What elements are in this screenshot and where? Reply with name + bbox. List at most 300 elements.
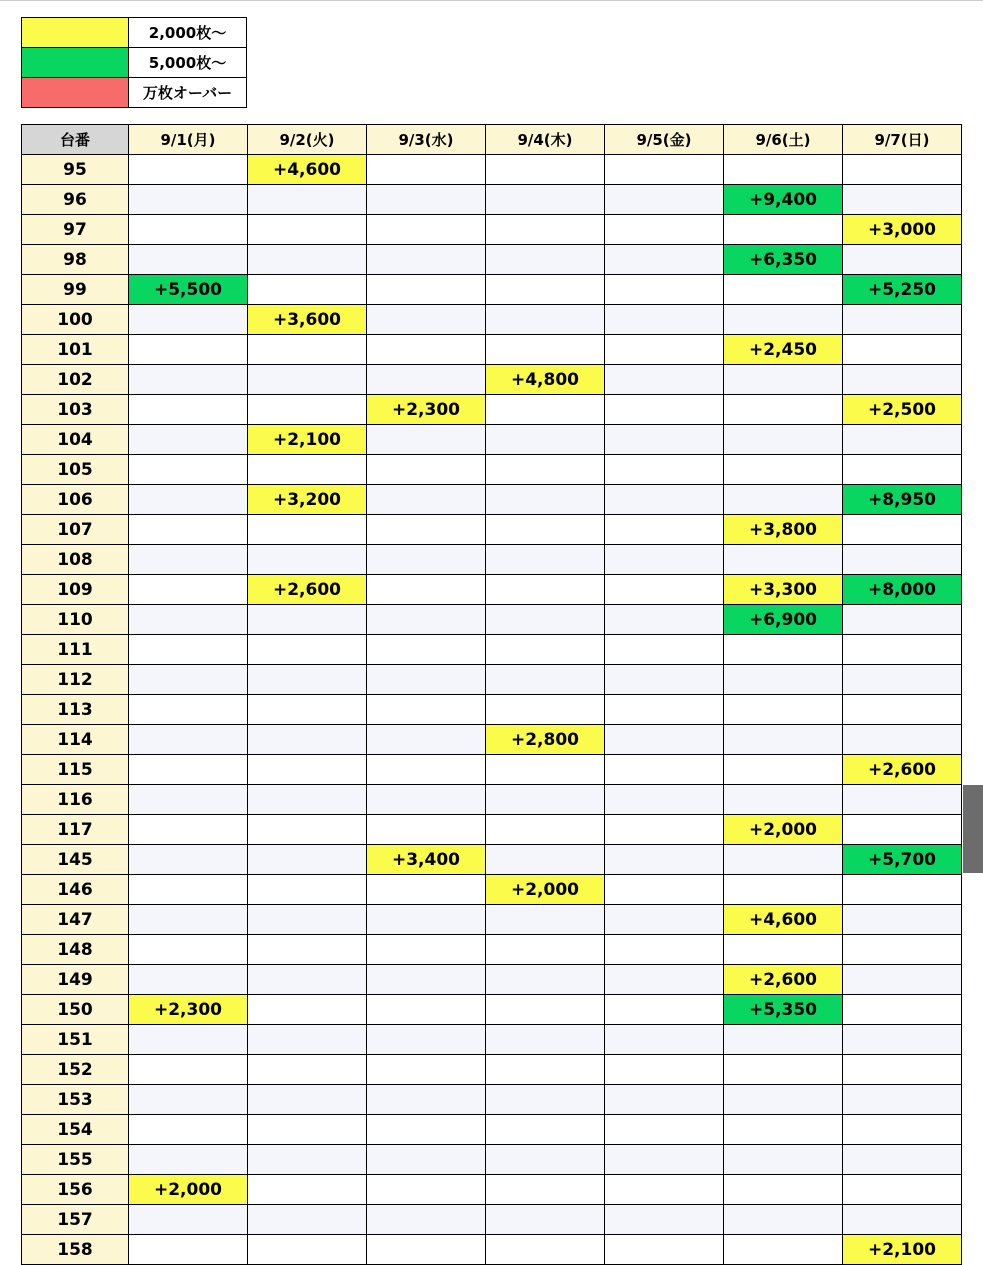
machine-number: 151 (22, 1025, 129, 1055)
result-cell (248, 455, 367, 485)
result-cell: +3,300 (724, 575, 843, 605)
scrollbar-track[interactable] (963, 124, 983, 1265)
result-cell (248, 875, 367, 905)
result-cell (367, 455, 486, 485)
result-cell (486, 785, 605, 815)
date-header: 9/3(水) (367, 125, 486, 155)
result-cell (843, 515, 962, 545)
machine-number: 106 (22, 485, 129, 515)
result-cell (843, 1085, 962, 1115)
date-header: 9/5(金) (605, 125, 724, 155)
result-cell (486, 905, 605, 935)
result-cell (843, 995, 962, 1025)
result-cell (486, 845, 605, 875)
result-cell (724, 875, 843, 905)
result-cell (843, 815, 962, 845)
machine-number-header: 台番 (22, 125, 129, 155)
result-cell (605, 485, 724, 515)
result-cell (367, 1205, 486, 1235)
result-cell (248, 365, 367, 395)
result-cell (248, 515, 367, 545)
result-cell (605, 1175, 724, 1205)
machine-results-table (21, 124, 962, 1265)
table-row (22, 785, 962, 815)
result-cell (486, 455, 605, 485)
legend-row (22, 48, 247, 78)
result-cell (129, 635, 248, 665)
machine-number: 148 (22, 935, 129, 965)
table-row (22, 575, 962, 605)
machine-number: 114 (22, 725, 129, 755)
result-cell (605, 155, 724, 185)
result-cell: +8,950 (843, 485, 962, 515)
result-cell: +5,700 (843, 845, 962, 875)
result-cell (605, 995, 724, 1025)
result-cell (248, 605, 367, 635)
result-cell (605, 215, 724, 245)
machine-number: 152 (22, 1055, 129, 1085)
result-cell (129, 1145, 248, 1175)
result-cell (367, 1115, 486, 1145)
result-cell (129, 1115, 248, 1145)
result-cell: +4,600 (724, 905, 843, 935)
machine-number: 115 (22, 755, 129, 785)
result-cell (367, 155, 486, 185)
result-cell (843, 155, 962, 185)
table-row (22, 365, 962, 395)
result-cell (129, 185, 248, 215)
table-row (22, 665, 962, 695)
result-cell (367, 785, 486, 815)
table-row (22, 275, 962, 305)
result-cell (486, 185, 605, 215)
result-cell (486, 305, 605, 335)
result-cell (248, 1025, 367, 1055)
table-row (22, 305, 962, 335)
result-cell (367, 365, 486, 395)
result-cell: +2,100 (843, 1235, 962, 1265)
result-cell (129, 215, 248, 245)
color-legend (21, 17, 247, 108)
result-cell (486, 1175, 605, 1205)
result-cell (605, 1025, 724, 1055)
result-cell (605, 905, 724, 935)
table-row (22, 335, 962, 365)
table-row (22, 995, 962, 1025)
table-row (22, 455, 962, 485)
result-cell: +4,800 (486, 365, 605, 395)
table-row (22, 155, 962, 185)
result-cell (724, 395, 843, 425)
result-cell (605, 785, 724, 815)
result-cell (367, 1085, 486, 1115)
result-cell (605, 695, 724, 725)
result-cell (605, 455, 724, 485)
result-cell (605, 875, 724, 905)
table-row (22, 1115, 962, 1145)
result-cell (724, 545, 843, 575)
result-cell: +4,600 (248, 155, 367, 185)
result-cell (248, 1145, 367, 1175)
machine-number: 153 (22, 1085, 129, 1115)
table-row (22, 815, 962, 845)
legend-label: 万枚オーバー (129, 78, 247, 108)
result-cell (248, 845, 367, 875)
result-cell (605, 1085, 724, 1115)
machine-number: 116 (22, 785, 129, 815)
result-cell (843, 185, 962, 215)
result-cell: +3,000 (843, 215, 962, 245)
legend-swatch (22, 18, 129, 48)
machine-number: 110 (22, 605, 129, 635)
result-cell (248, 965, 367, 995)
table-row (22, 185, 962, 215)
result-cell (724, 215, 843, 245)
result-cell (486, 1205, 605, 1235)
result-cell (724, 725, 843, 755)
result-cell (843, 1055, 962, 1085)
result-cell (724, 1205, 843, 1235)
result-cell (129, 935, 248, 965)
result-cell: +2,500 (843, 395, 962, 425)
result-cell (486, 395, 605, 425)
result-cell (367, 695, 486, 725)
machine-number: 154 (22, 1115, 129, 1145)
result-cell (367, 635, 486, 665)
result-cell (367, 995, 486, 1025)
result-cell (605, 635, 724, 665)
result-cell (605, 245, 724, 275)
result-cell (605, 395, 724, 425)
result-cell (367, 875, 486, 905)
result-cell (129, 815, 248, 845)
result-cell (129, 515, 248, 545)
date-header: 9/6(土) (724, 125, 843, 155)
result-cell (486, 965, 605, 995)
table-row (22, 485, 962, 515)
result-cell: +5,250 (843, 275, 962, 305)
top-border-line (0, 0, 983, 1)
result-cell: +2,600 (843, 755, 962, 785)
result-cell (486, 1025, 605, 1055)
machine-number: 97 (22, 215, 129, 245)
result-cell (486, 695, 605, 725)
result-cell (724, 485, 843, 515)
result-cell: +2,600 (248, 575, 367, 605)
result-cell (248, 635, 367, 665)
result-cell (367, 515, 486, 545)
machine-number: 101 (22, 335, 129, 365)
result-cell (129, 335, 248, 365)
table-row (22, 1145, 962, 1175)
result-cell (724, 305, 843, 335)
result-cell (248, 785, 367, 815)
machine-number: 96 (22, 185, 129, 215)
machine-number: 99 (22, 275, 129, 305)
result-cell (367, 965, 486, 995)
machine-number: 155 (22, 1145, 129, 1175)
result-cell (248, 395, 367, 425)
result-cell (724, 1175, 843, 1205)
result-cell (367, 1025, 486, 1055)
result-cell (129, 365, 248, 395)
machine-number: 108 (22, 545, 129, 575)
result-cell (367, 575, 486, 605)
table-row (22, 1025, 962, 1055)
result-cell (843, 935, 962, 965)
result-cell (724, 1145, 843, 1175)
result-cell (367, 1175, 486, 1205)
result-cell (605, 935, 724, 965)
machine-number: 103 (22, 395, 129, 425)
result-cell (129, 305, 248, 335)
result-cell (486, 1085, 605, 1115)
result-cell (248, 1055, 367, 1085)
result-cell (724, 1055, 843, 1085)
date-header: 9/7(日) (843, 125, 962, 155)
result-cell (605, 755, 724, 785)
result-cell (367, 605, 486, 635)
result-cell (605, 665, 724, 695)
result-cell (129, 755, 248, 785)
result-cell (724, 275, 843, 305)
result-cell (129, 875, 248, 905)
result-cell (486, 935, 605, 965)
result-cell (724, 785, 843, 815)
result-cell (248, 935, 367, 965)
machine-number: 146 (22, 875, 129, 905)
result-cell (486, 425, 605, 455)
result-cell (724, 155, 843, 185)
result-cell (605, 305, 724, 335)
result-cell (605, 1115, 724, 1145)
result-cell (605, 515, 724, 545)
result-cell (367, 275, 486, 305)
result-cell (248, 215, 367, 245)
result-cell (843, 1025, 962, 1055)
table-row (22, 725, 962, 755)
result-cell (843, 695, 962, 725)
result-cell (486, 635, 605, 665)
result-cell (248, 1175, 367, 1205)
result-cell (486, 545, 605, 575)
result-cell (367, 215, 486, 245)
result-cell (843, 785, 962, 815)
result-cell (367, 1145, 486, 1175)
result-cell (486, 1055, 605, 1085)
result-cell: +2,000 (486, 875, 605, 905)
result-cell (129, 605, 248, 635)
result-cell (129, 485, 248, 515)
result-cell (129, 155, 248, 185)
result-cell (129, 1205, 248, 1235)
result-cell (367, 245, 486, 275)
result-cell (129, 455, 248, 485)
result-cell (486, 335, 605, 365)
result-cell (248, 185, 367, 215)
result-cell (248, 995, 367, 1025)
legend-label: 5,000枚～ (129, 48, 247, 78)
result-cell (605, 185, 724, 215)
result-cell (248, 695, 367, 725)
machine-number: 158 (22, 1235, 129, 1265)
table-row (22, 1085, 962, 1115)
machine-number: 113 (22, 695, 129, 725)
table-row (22, 425, 962, 455)
result-cell (129, 665, 248, 695)
result-cell: +2,300 (129, 995, 248, 1025)
table-row (22, 905, 962, 935)
table-row (22, 545, 962, 575)
result-cell (724, 845, 843, 875)
result-cell: +3,800 (724, 515, 843, 545)
legend-swatch (22, 48, 129, 78)
result-cell (248, 1115, 367, 1145)
result-cell (605, 545, 724, 575)
table-row (22, 215, 962, 245)
result-cell (843, 1175, 962, 1205)
result-cell: +5,500 (129, 275, 248, 305)
result-cell (843, 965, 962, 995)
machine-number: 107 (22, 515, 129, 545)
result-cell (367, 905, 486, 935)
result-cell (605, 845, 724, 875)
result-cell (129, 845, 248, 875)
result-cell (605, 425, 724, 455)
result-cell (724, 425, 843, 455)
machine-number: 145 (22, 845, 129, 875)
result-cell (129, 575, 248, 605)
result-cell: +5,350 (724, 995, 843, 1025)
result-cell (129, 425, 248, 455)
result-cell (248, 905, 367, 935)
result-cell: +3,200 (248, 485, 367, 515)
result-cell (129, 905, 248, 935)
result-cell (248, 545, 367, 575)
result-cell (843, 875, 962, 905)
result-cell (129, 545, 248, 575)
result-cell: +2,600 (724, 965, 843, 995)
result-cell: +2,800 (486, 725, 605, 755)
result-cell (724, 455, 843, 485)
result-cell (605, 575, 724, 605)
result-cell: +3,400 (367, 845, 486, 875)
result-cell (367, 815, 486, 845)
result-cell (486, 275, 605, 305)
table-row (22, 935, 962, 965)
result-cell (724, 695, 843, 725)
result-cell (486, 1145, 605, 1175)
table-row (22, 695, 962, 725)
result-cell (367, 185, 486, 215)
result-cell (605, 275, 724, 305)
result-cell (843, 455, 962, 485)
result-cell: +2,450 (724, 335, 843, 365)
result-cell (367, 725, 486, 755)
machine-number: 102 (22, 365, 129, 395)
result-cell (486, 755, 605, 785)
result-cell (724, 665, 843, 695)
table-row (22, 1175, 962, 1205)
result-cell (486, 215, 605, 245)
result-cell (843, 605, 962, 635)
result-cell (129, 725, 248, 755)
result-cell: +2,100 (248, 425, 367, 455)
machine-number: 104 (22, 425, 129, 455)
result-cell (129, 965, 248, 995)
machine-number: 112 (22, 665, 129, 695)
result-cell: +2,300 (367, 395, 486, 425)
result-cell (605, 1235, 724, 1265)
result-cell (367, 1055, 486, 1085)
result-cell: +9,400 (724, 185, 843, 215)
result-cell (129, 1085, 248, 1115)
table-row (22, 1235, 962, 1265)
table-row (22, 845, 962, 875)
machine-number: 98 (22, 245, 129, 275)
result-cell (248, 335, 367, 365)
result-cell (724, 635, 843, 665)
result-cell (248, 665, 367, 695)
result-cell (129, 1055, 248, 1085)
result-cell (248, 1235, 367, 1265)
result-cell (486, 1115, 605, 1145)
legend-label: 2,000枚～ (129, 18, 247, 48)
table-header-row (22, 125, 962, 155)
result-cell (367, 335, 486, 365)
result-cell (724, 1025, 843, 1055)
result-cell (367, 935, 486, 965)
result-cell (486, 575, 605, 605)
machine-number: 111 (22, 635, 129, 665)
machine-number: 109 (22, 575, 129, 605)
result-cell (367, 485, 486, 515)
result-cell (843, 305, 962, 335)
machine-number: 156 (22, 1175, 129, 1205)
table-row (22, 1055, 962, 1085)
machine-number: 100 (22, 305, 129, 335)
result-cell (843, 425, 962, 455)
result-cell (367, 425, 486, 455)
table-row (22, 965, 962, 995)
table-row (22, 755, 962, 785)
result-cell (843, 665, 962, 695)
result-cell (843, 365, 962, 395)
result-cell (605, 965, 724, 995)
machine-number: 95 (22, 155, 129, 185)
date-header: 9/2(火) (248, 125, 367, 155)
result-cell (486, 605, 605, 635)
table-row (22, 515, 962, 545)
result-cell (248, 275, 367, 305)
result-cell (248, 725, 367, 755)
result-cell: +3,600 (248, 305, 367, 335)
result-cell (248, 245, 367, 275)
result-cell (367, 755, 486, 785)
result-cell (843, 1115, 962, 1145)
result-cell (843, 905, 962, 935)
result-cell (486, 815, 605, 845)
scrollbar-thumb[interactable] (963, 785, 983, 873)
result-cell (486, 155, 605, 185)
result-cell (486, 995, 605, 1025)
result-cell (724, 365, 843, 395)
result-cell (486, 485, 605, 515)
date-header: 9/1(月) (129, 125, 248, 155)
result-cell (724, 1085, 843, 1115)
table-row (22, 245, 962, 275)
machine-number: 147 (22, 905, 129, 935)
